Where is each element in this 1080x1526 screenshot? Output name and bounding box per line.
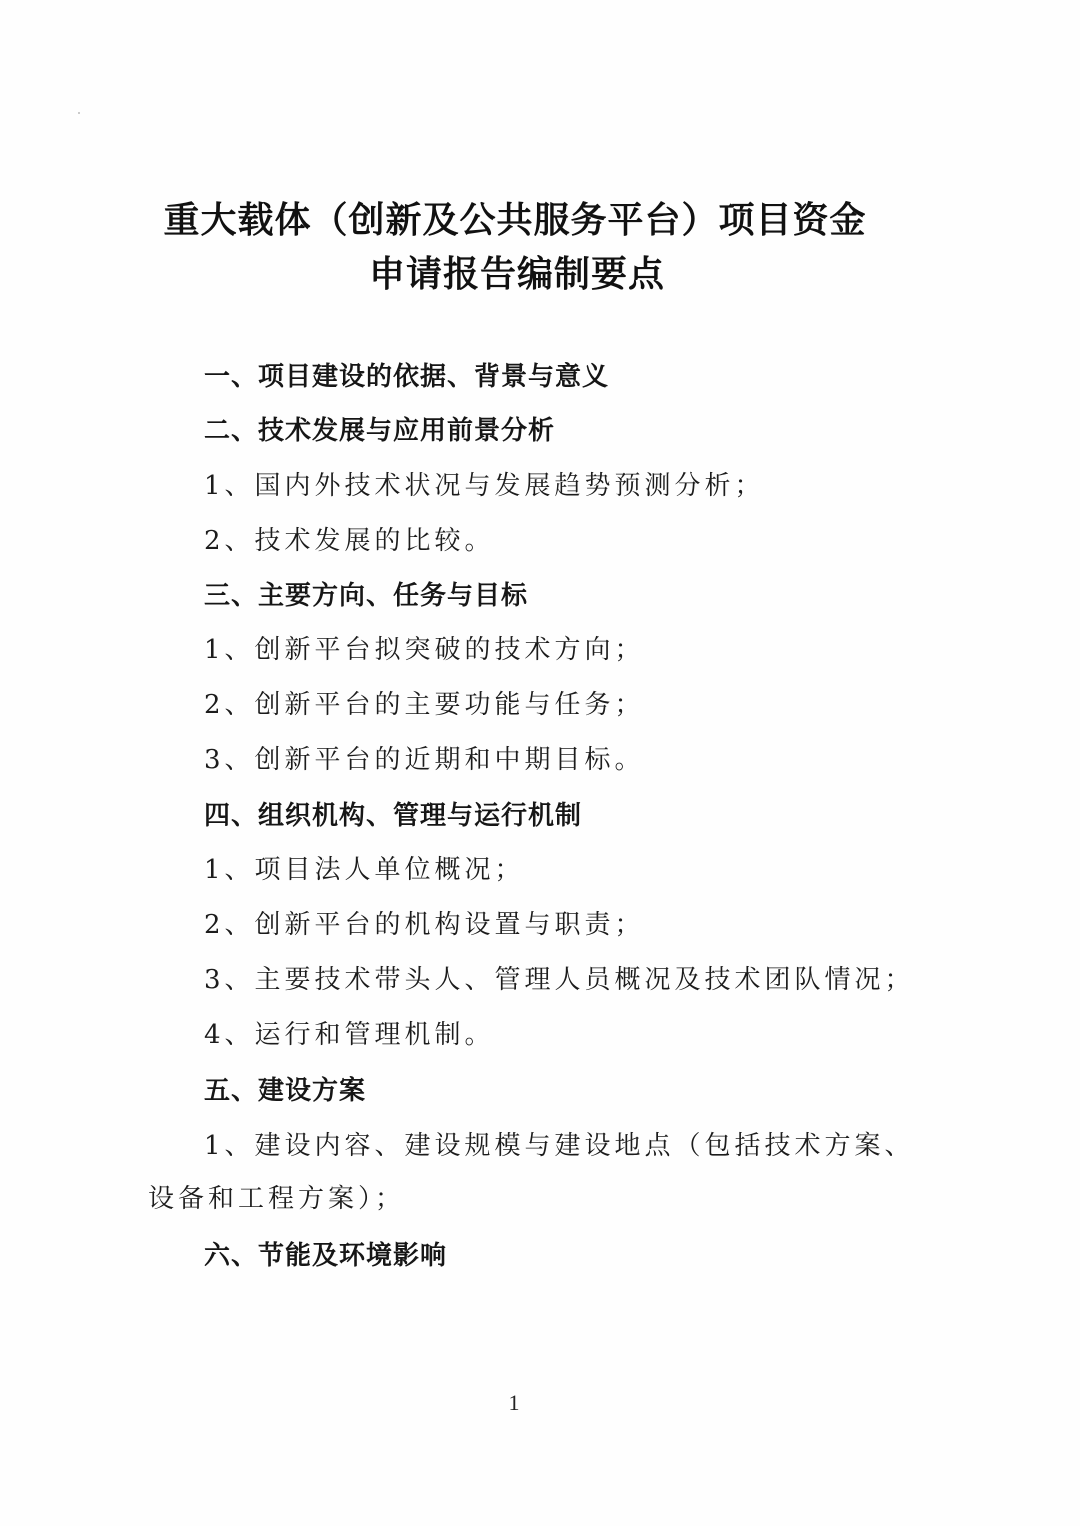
section-heading-4: 四、组织机构、管理与运行机制 (204, 801, 583, 831)
section-heading-2: 二、技术发展与应用前景分析 (204, 416, 556, 446)
page-number: 1 (508, 1390, 520, 1415)
list-item: 1、项目法人单位概况； (204, 855, 525, 885)
section-heading-3: 三、主要方向、任务与目标 (204, 581, 529, 611)
list-item: 1、创新平台拟突破的技术方向； (204, 635, 645, 665)
list-item: 2、创新平台的主要功能与任务； (204, 690, 645, 720)
list-item-continuation: 设备和工程方案）； (148, 1184, 406, 1214)
list-item: 2、技术发展的比较。 (204, 526, 495, 556)
list-item: 1、国内外技术状况与发展趋势预测分析； (204, 471, 765, 501)
list-item: 1、建设内容、建设规模与建设地点（包括技术方案、 (204, 1131, 915, 1161)
document-title-line-1: 重大载体（创新及公共服务平台）项目资金 (163, 199, 867, 241)
section-heading-6: 六、节能及环境影响 (204, 1241, 448, 1271)
scan-speck (78, 112, 80, 114)
list-item: 4、运行和管理机制。 (204, 1020, 495, 1050)
section-heading-5: 五、建设方案 (204, 1076, 367, 1106)
list-item: 2、创新平台的机构设置与职责； (204, 910, 645, 940)
document-title-line-2: 申请报告编制要点 (368, 253, 665, 295)
section-heading-1: 一、项目建设的依据、背景与意义 (204, 362, 610, 392)
list-item: 3、主要技术带头人、管理人员概况及技术团队情况； (204, 965, 915, 995)
list-item: 3、创新平台的近期和中期目标。 (204, 745, 645, 775)
